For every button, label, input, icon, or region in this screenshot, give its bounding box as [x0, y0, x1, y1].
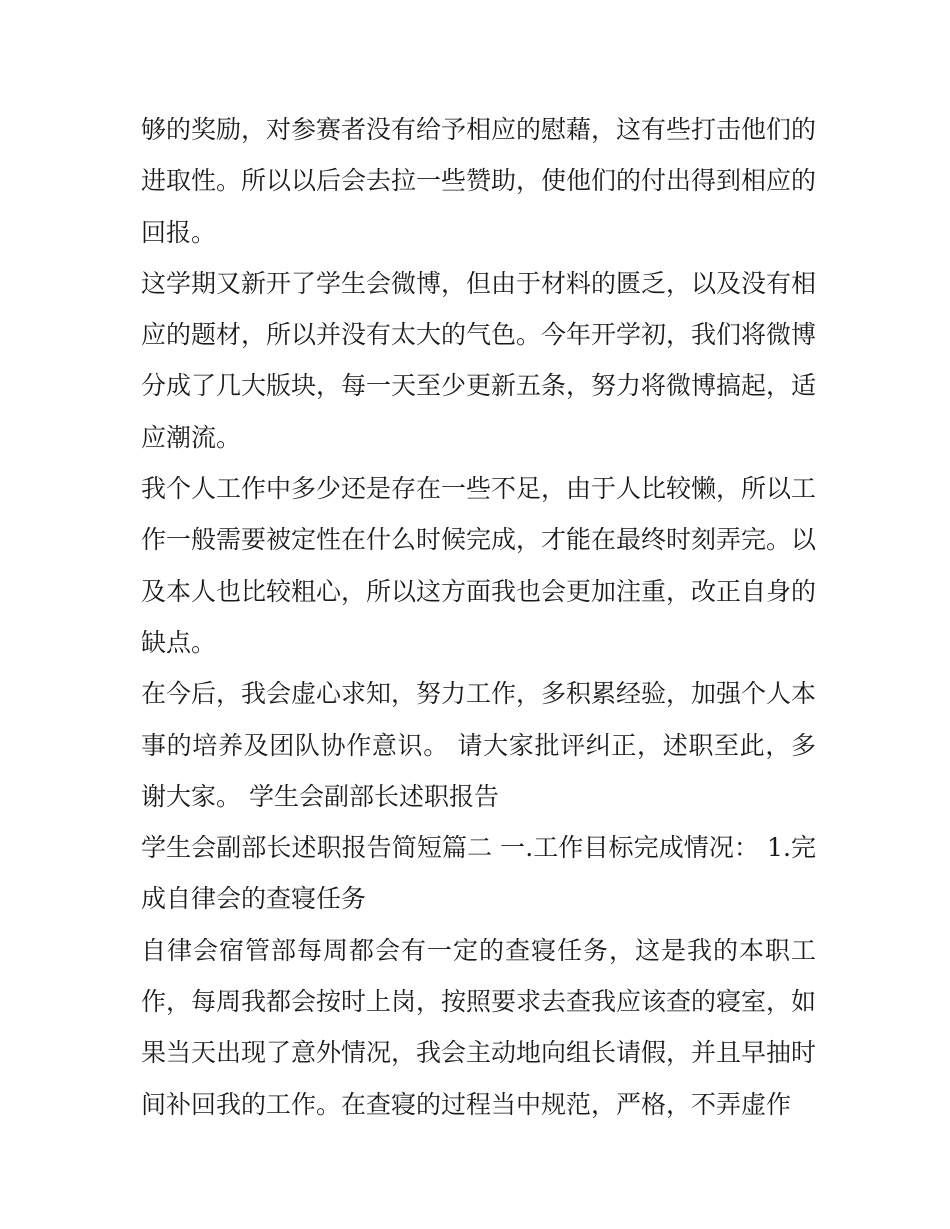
text-line: 及本人也比较粗心，所以这方面我也会更加注重，改正自身的	[141, 576, 817, 606]
text-line: 应潮流。	[141, 422, 242, 452]
text-line: 分成了几大版块，每一天至少更新五条，努力将微博搞起，适	[141, 371, 817, 401]
text-line: 我个人工作中多少还是存在一些不足，由于人比较懒，所以工	[141, 474, 817, 504]
text-line: 作一般需要被定性在什么时候完成，才能在最终时刻弄完。以	[141, 525, 817, 555]
text-line: 回报。	[141, 217, 217, 247]
text-line: 事的培养及团队协作意识。 请大家批评纠正，述职至此，多	[141, 730, 816, 760]
text-line: 谢大家。 学生会副部长述职报告	[141, 781, 499, 811]
text-line: 成自律会的查寝任务	[141, 884, 367, 914]
text-line: 缺点。	[141, 627, 217, 657]
text-line: 这学期又新开了学生会微博，但由于材料的匮乏，以及没有相	[141, 268, 817, 298]
text-line: 自律会宿管部每周都会有一定的查寝任务，这是我的本职工	[141, 935, 816, 965]
text-line: 够的奖励，对参赛者没有给予相应的慰藉，这有些打击他们的	[141, 115, 817, 144]
document-body	[141, 104, 816, 1130]
text-line: 间补回我的工作。在查寝的过程当中规范，严格，不弄虚作	[141, 1089, 792, 1119]
text-line: 应的题材，所以并没有太大的气色。今年开学初，我们将微博	[141, 320, 817, 350]
text-line: 学生会副部长述职报告简短篇二 一.工作目标完成情况： 1.完	[141, 833, 816, 863]
text-line: 在今后，我会虚心求知，努力工作，多积累经验，加强个人本	[141, 679, 817, 709]
text-line: 果当天出现了意外情况，我会主动地向组长请假，并且早抽时	[141, 1038, 817, 1068]
text-line: 作，每周我都会按时上岗，按照要求去查我应该查的寝室，如	[141, 987, 817, 1017]
text-line: 进取性。所以以后会去拉一些赞助，使他们的付出得到相应的	[141, 166, 817, 196]
